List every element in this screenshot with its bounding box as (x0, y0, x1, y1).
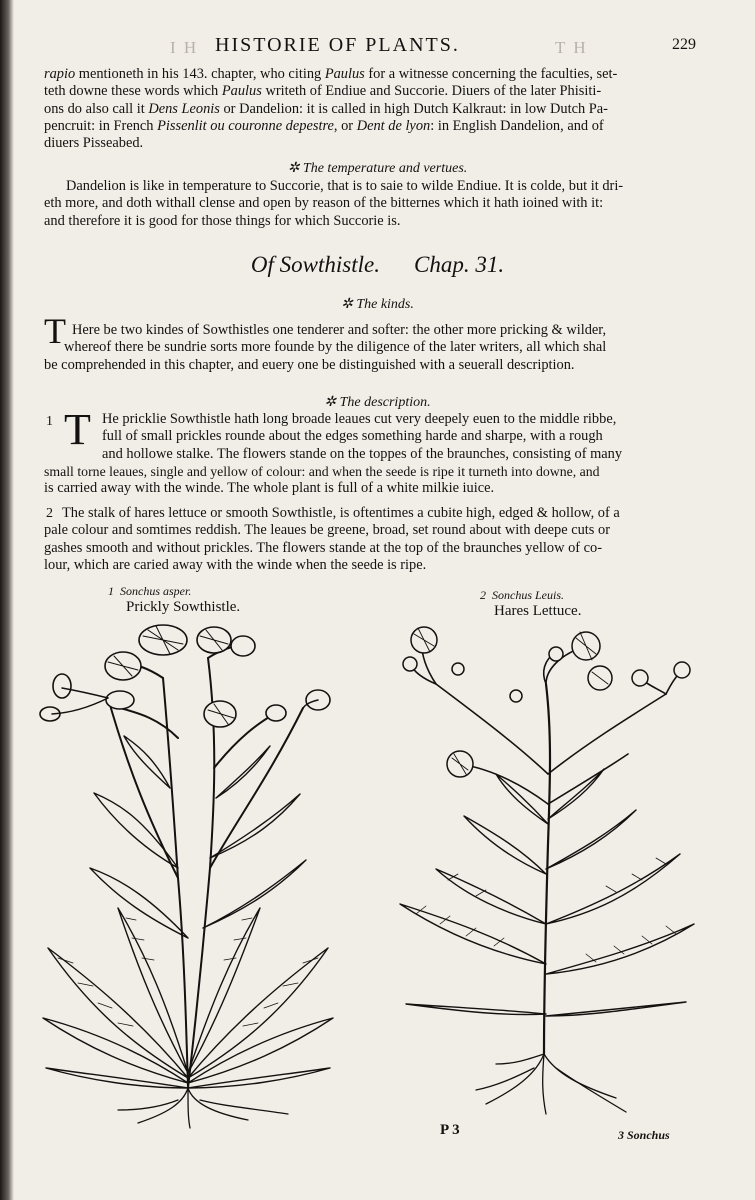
text-line: be comprehended in this chapter, and euery one be distinguished with a seuerall description. (44, 356, 575, 373)
temperature-paragraph (44, 178, 709, 230)
temperature-heading: ✲ The temperature and vertues. (287, 161, 468, 176)
kinds-paragraph (44, 322, 709, 374)
description-heading: ✲ The description. (324, 395, 431, 410)
figure-caption-2 (480, 588, 581, 620)
text-line: full of small prickles rounde about the edges something harde and sharpe, with a rough (102, 428, 603, 445)
signature-mark: P 3 (440, 1122, 460, 1138)
catchword: 3 Sonchus (618, 1128, 670, 1142)
text-line: lour, which are caried away with the winde when the seede is ripe. (44, 556, 427, 573)
description-item-1 (44, 411, 709, 497)
running-head-title: HISTORIE OF PLANTS. (215, 34, 460, 56)
figure-caption-1 (108, 584, 240, 616)
text-line: He pricklie Sowthistle hath long broade leaues cut very deepely euen to the middle ribbe, (102, 411, 617, 427)
show-through-text-left: I H (170, 38, 199, 57)
show-through-text-right: T H (555, 38, 588, 57)
kinds-heading: ✲ The kinds. (341, 297, 414, 312)
text-line: Here be two kindes of Sowthistles one tenderer and softer: the other more pricking & wilder, (72, 322, 607, 338)
text-line: Dandelion is like in temperature to Succorie, that is to saie to wilde Endiue. It is colde, but it dri- (66, 178, 624, 194)
kinds-dropcap: T (44, 311, 66, 351)
figure-latin-name: 2 Sonchus Leuis. (480, 588, 564, 602)
text-line: The stalk of hares lettuce or smooth Sowthistle, is oftentimes a cubite high, edged & hollow, of a (62, 505, 620, 521)
text-line: rapio mentioneth in his 143. chapter, who citing Paulus for a witnesse concerning the faculties, set- (44, 66, 618, 82)
chapter-title (0, 252, 755, 278)
running-header (0, 30, 755, 60)
text-line: teth downe these words which Paulus writeth of Endiue and Succorie. Diuers of the later Phisiti- (44, 83, 602, 100)
text-line: whereof there be sundrie sorts more founde by the diligence of the later writers, all which shal (64, 339, 607, 356)
page-number: 229 (672, 36, 696, 53)
text-line: is carried away with the winde. The whole plant is full of a white milkie iuice. (44, 480, 495, 497)
figure-english-name: Hares Lettuce. (494, 603, 582, 619)
text-line: diuers Pisseabed. (44, 135, 144, 152)
chapter-name: Of Sowthistle. (250, 252, 380, 277)
text-line: small torne leaues, single and yellow of colour: and when the seede is ripe it turneth into downe, and (44, 463, 600, 479)
chapter-number: Chap. 31. (413, 252, 505, 277)
item-number-2: 2 (46, 506, 53, 521)
text-line: eth more, and doth withall clense and open by reason of the bitternes which it hath ioined with it: (44, 195, 604, 212)
page-gutter-shadow (0, 0, 14, 1200)
text-line: and therefore it is good for those things for which Succorie is. (44, 212, 401, 229)
text-line: pale colour and somtimes reddish. The leaues be greene, broad, set round about with deepe cuts or (44, 522, 610, 539)
figure-english-name: Prickly Sowthistle. (126, 599, 241, 615)
description-item-2 (44, 505, 709, 574)
figure-latin-name: 1 Sonchus asper. (108, 584, 192, 598)
intro-paragraph (44, 66, 709, 152)
item-number-1: 1 (46, 414, 53, 429)
text-line: pencruit: in French Pissenlit ou couronne depestre, or Dent de lyon: in English Dandelion, and of (44, 117, 604, 134)
description-dropcap: T (64, 405, 91, 454)
text-line: ons do also call it Dens Leonis or Dandelion: it is called in high Dutch Kalkraut: in low Dutch Pa- (44, 100, 608, 117)
text-line: and hollowe stalke. The flowers stande on the toppes of the braunches, consisting of many (102, 445, 623, 462)
text-line: gashes smooth and without prickles. The flowers stande at the top of the braunches yellow of co- (44, 539, 603, 556)
woodcut-prickly-sowthistle (38, 618, 338, 1130)
woodcut-hares-lettuce (396, 624, 706, 1122)
